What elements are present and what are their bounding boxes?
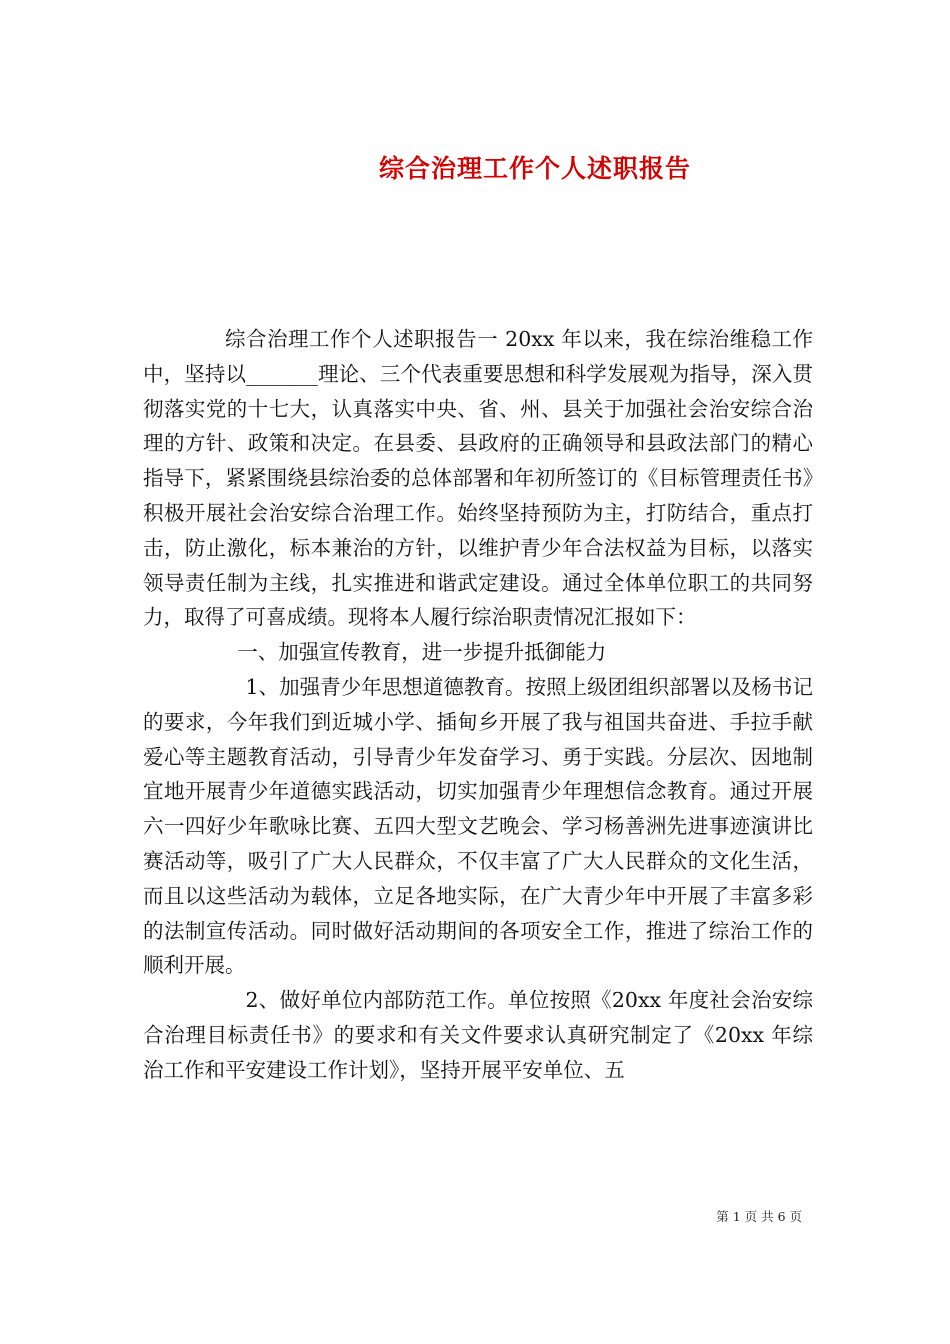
section-heading-1: 一、加强宣传教育，进一步提升抵御能力 xyxy=(237,640,607,665)
paragraph-item-2: 2、做好单位内部防范工作。单位按照《20xx 年度社会治安综合治理目标责任书》的要求和有关文件要求认真研究制定了《20xx 年综治工作和平安建设工作计划》，坚持开展平安单位、五 xyxy=(143,988,813,1082)
paragraph-intro: 综合治理工作个人述职报告一 20xx 年以来，我在综治维稳工作中，坚持以_______理论、三个代表重要思想和科学发展观为指导，深入贯彻落实党的十七大，认真落实中央、省、州、县关于加强社会治安综合治理的方针、政策和决定。在县委、县政府的正确领导和县政法部门的精心指导下，紧紧围绕县综治委的总体部署和年初所签订的《目标管理责任书》积极开展社会治安综合治理工作。始终坚持预防为主，打防结合，重点打击，防止激化，标本兼治的方针，以维护青少年合法权益为目标，以落实领导责任制为主线，扎实推进和谐武定建设。通过全体单位职工的共同努力，取得了可喜成绩。现将本人履行综治职责情况汇报如下： xyxy=(143,327,813,630)
document-title: 综合治理工作个人述职报告 xyxy=(378,153,691,183)
page-number-footer: 第 1 页 共 6 页 xyxy=(716,1209,802,1224)
document-body xyxy=(143,322,813,1088)
paragraph-item-1: 1、加强青少年思想道德教育。按照上级团组织部署以及杨书记的要求，今年我们到近城小学、插甸乡开展了我与祖国共奋进、手拉手献爱心等主题教育活动，引导青少年发奋学习、勇于实践。分层次、因地制宜地开展青少年道德实践活动，切实加强青少年理想信念教育。通过开展六一四好少年歌咏比赛、五四大型文艺晚会、学习杨善洲先进事迹演讲比赛活动等，吸引了广大人民群众，不仅丰富了广大人民群众的文化生活，而且以这些活动为载体，立足各地实际，在广大青少年中开展了丰富多彩的法制宣传活动。同时做好活动期间的各项安全工作，推进了综治工作的顺利开展。 xyxy=(143,674,813,978)
